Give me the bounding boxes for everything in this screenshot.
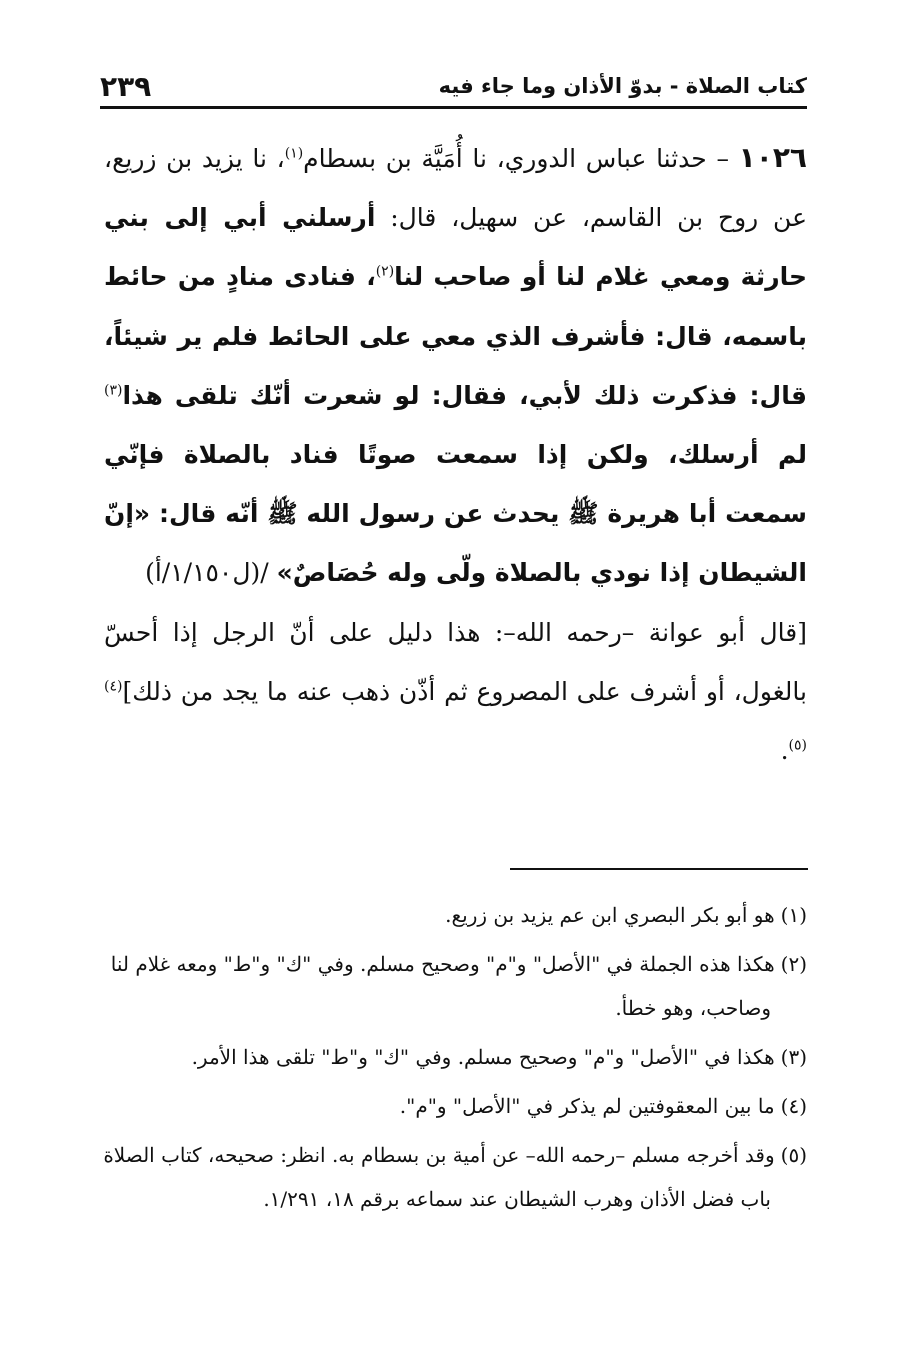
footnote-2	[98, 942, 807, 1030]
footnote-continuation: وصاحب، وهو خطأ.	[615, 996, 771, 1020]
footnote-number: (٥)	[780, 1143, 807, 1167]
author-comment	[104, 603, 807, 781]
footnote-4	[98, 1084, 807, 1128]
comment-text: [قال أبو عوانة –رحمه الله–: هذا دليل على أنّ الرجل إذا أحسّ بالغول، أو أشرف على المصروع ثم أذّن ذهب عنه ما يجد من ذلك]	[104, 617, 807, 706]
main-text	[104, 128, 807, 780]
footnote-ref-2: (٢)	[375, 264, 395, 281]
footnote-number: (٤)	[780, 1094, 807, 1118]
folio-reference: /(ل١/١٥٠/أ)	[145, 558, 277, 588]
matn-part-3: لم أرسلك، ولكن إذا سمعت صوتًا فناد بالصلاة فإنّي سمعت أبا هريرة ﷺ يحدث عن رسول الله ﷺ أنّه قال: «إنّ الشيطان إذا نودي بالصلاة ولّى وله حُصَاصٌ»	[104, 440, 807, 588]
running-title: كتاب الصلاة - بدوّ الأذان وما جاء فيه	[438, 74, 807, 98]
hadith-dash: –	[706, 144, 739, 173]
footnote-3	[98, 1035, 807, 1079]
running-header	[100, 66, 807, 106]
footnotes	[98, 893, 807, 1226]
footnote-1	[98, 893, 807, 937]
footnote-ref-1: (١)	[284, 145, 304, 162]
isnad-part-1: حدثنا عباس الدوري، نا أُمَيَّة بن بسطام	[303, 144, 707, 173]
footnote-number: (٣)	[780, 1045, 807, 1069]
footnote-continuation: باب فضل الأذان وهرب الشيطان عند سماعه برقم ١٨، ١/٢٩١.	[263, 1187, 771, 1211]
hadith-paragraph	[104, 128, 807, 603]
footnote-separator	[510, 868, 808, 870]
matn-part-1: أرسلني أبي إلى بني حارثة ومعي غلام لنا أو صاحب لنا	[104, 203, 807, 292]
footnote-ref-4: (٤)	[104, 678, 123, 695]
matn-part-2: ، فنادى منادٍ من حائط باسمه، قال: فأشرف الذي معي على الحائط فلم ير شيئاً، قال: فذكرت ذلك لأبي، فقال: لو شعرت أنّك تلقى هذا	[104, 262, 807, 410]
footnote-text: هو أبو بكر البصري ابن عم يزيد بن زريع.	[445, 903, 775, 927]
hadith-number: ١٠٢٦	[738, 141, 807, 174]
isnad-part-2: ، نا يزيد بن زريع، عن روح بن القاسم، عن سهيل، قال:	[104, 144, 807, 233]
comment-end: .	[780, 736, 789, 766]
footnote-number: (١)	[780, 903, 807, 927]
footnote-text: هكذا هذه الجملة في "الأصل" و"م" وصحيح مسلم. وفي "ك" و"ط" ومعه غلام لنا	[110, 952, 775, 976]
footnote-5	[98, 1133, 807, 1221]
footnote-text: وقد أخرجه مسلم –رحمه الله– عن أمية بن بسطام به. انظر: صحيحه، كتاب الصلاة	[103, 1143, 775, 1167]
footnote-text: ما بين المعقوفتين لم يذكر في "الأصل" و"م".	[399, 1094, 775, 1118]
footnote-ref-3: (٣)	[104, 382, 123, 399]
footnote-text: هكذا في "الأصل" و"م" وصحيح مسلم. وفي "ك" و"ط" تلقى هذا الأمر.	[191, 1045, 775, 1069]
header-rule	[100, 106, 807, 109]
footnote-number: (٢)	[780, 952, 807, 976]
footnote-ref-5: (٥)	[788, 737, 807, 754]
page-number: ٢٣٩	[100, 69, 152, 103]
